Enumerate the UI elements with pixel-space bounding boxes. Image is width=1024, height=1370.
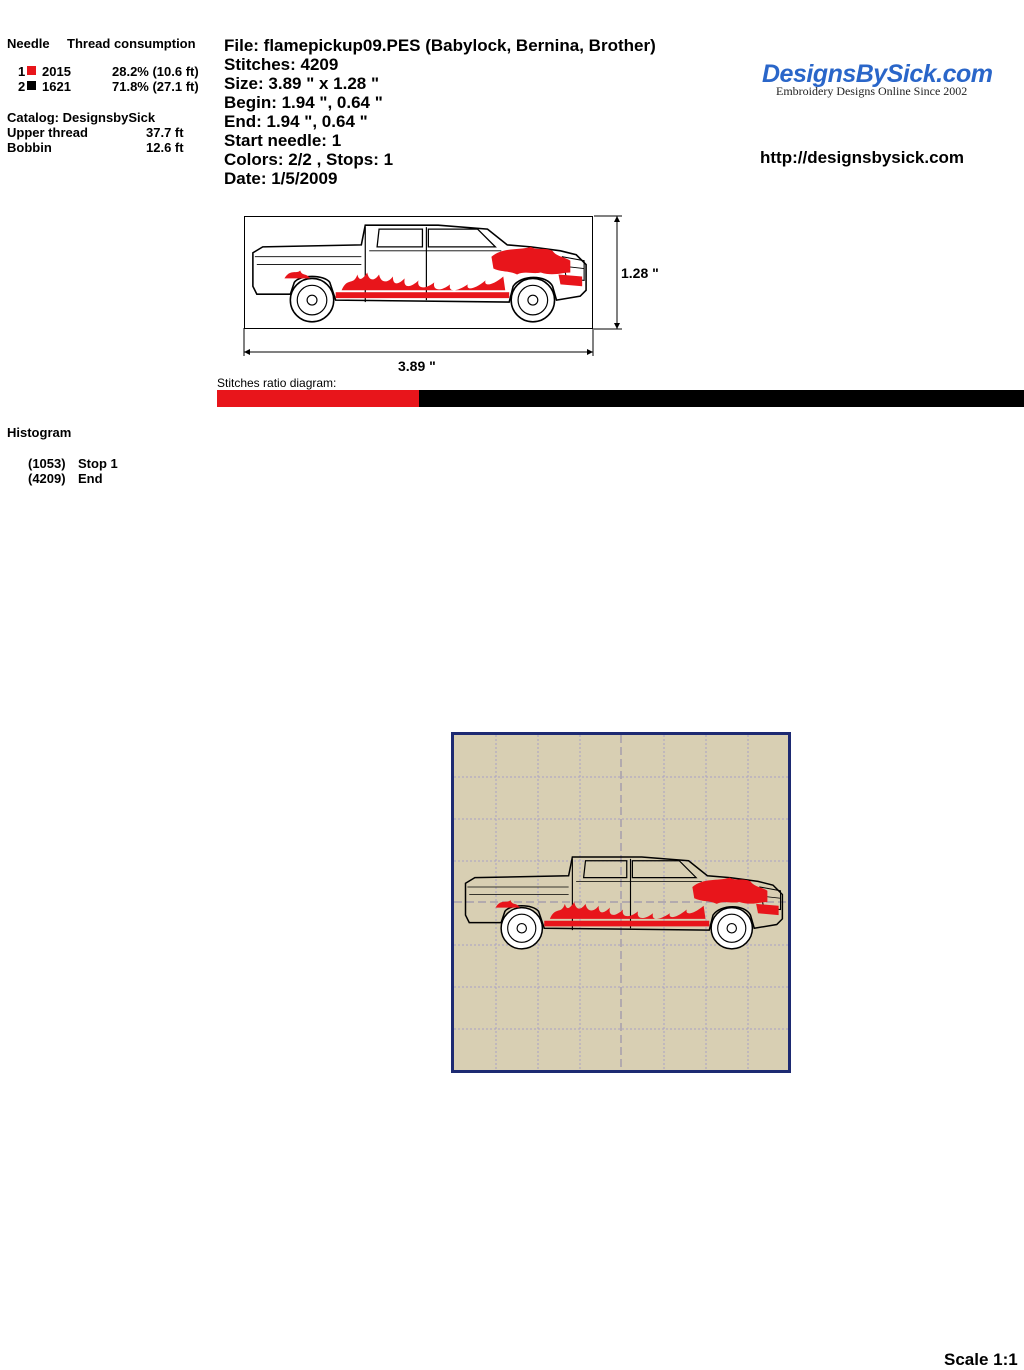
ratio-segment	[217, 390, 419, 407]
hoop-preview	[451, 732, 791, 1073]
catalog-label: Catalog: DesignsbySick	[7, 110, 156, 125]
hoop-truck-image	[458, 847, 788, 957]
bobbin-value: 12.6 ft	[146, 140, 184, 155]
thread-code: 2015	[42, 64, 71, 79]
thread-consumption: 28.2% (10.6 ft)	[112, 64, 199, 79]
histogram-label: End	[78, 471, 103, 486]
thread-row	[16, 79, 216, 94]
upper-thread-value: 37.7 ft	[146, 125, 184, 140]
histogram-entry	[28, 455, 118, 470]
start-needle: Start needle: 1	[224, 131, 342, 150]
histogram-entry	[28, 470, 118, 485]
thread-consumption: 71.8% (27.1 ft)	[112, 79, 199, 94]
histogram-label: Stop 1	[78, 456, 118, 471]
ratio-label: Stitches ratio diagram:	[217, 376, 337, 390]
histogram-list	[28, 455, 118, 485]
stitch-ratio-bar	[217, 390, 1024, 407]
stitch-count: Stitches: 4209	[224, 55, 339, 74]
thread-row	[16, 64, 216, 79]
logo-title: DesignsBySick.com	[762, 60, 993, 88]
scale-label: Scale 1:1	[944, 1350, 1018, 1369]
design-preview-box	[244, 216, 593, 329]
width-label: 3.89 "	[398, 358, 436, 374]
begin-position: Begin: 1.94 ", 0.64 "	[224, 93, 383, 112]
upper-thread-label: Upper thread	[7, 125, 88, 140]
design-date: Date: 1/5/2009	[224, 169, 338, 188]
histogram-count: (1053)	[28, 456, 66, 471]
website-url[interactable]: http://designsbysick.com	[760, 148, 965, 167]
design-size: Size: 3.89 " x 1.28 "	[224, 74, 380, 93]
needle-header: Needle	[7, 36, 50, 51]
height-label: 1.28 "	[621, 265, 659, 281]
brand-logo	[762, 60, 1002, 99]
thread-code: 1621	[42, 79, 71, 94]
histogram-count: (4209)	[28, 471, 66, 486]
design-info	[224, 36, 656, 188]
ratio-segment	[419, 390, 1024, 407]
colors-stops: Colors: 2/2 , Stops: 1	[224, 150, 394, 169]
thread-color-swatch	[27, 66, 36, 75]
width-dimension	[240, 328, 600, 358]
bobbin-label: Bobbin	[7, 140, 52, 155]
thread-index: 1	[18, 64, 26, 79]
thread-color-swatch	[27, 81, 36, 90]
thread-consumption-header: Thread consumption	[67, 36, 196, 51]
histogram-title: Histogram	[7, 425, 72, 440]
end-position: End: 1.94 ", 0.64 "	[224, 112, 368, 131]
logo-subtitle: Embroidery Designs Online Since 2002	[776, 84, 968, 98]
thread-index: 2	[18, 79, 26, 94]
truck-design-image	[245, 217, 592, 328]
file-name: File: flamepickup09.PES (Babylock, Bernina, Brother)	[224, 36, 656, 55]
thread-list	[16, 64, 216, 94]
